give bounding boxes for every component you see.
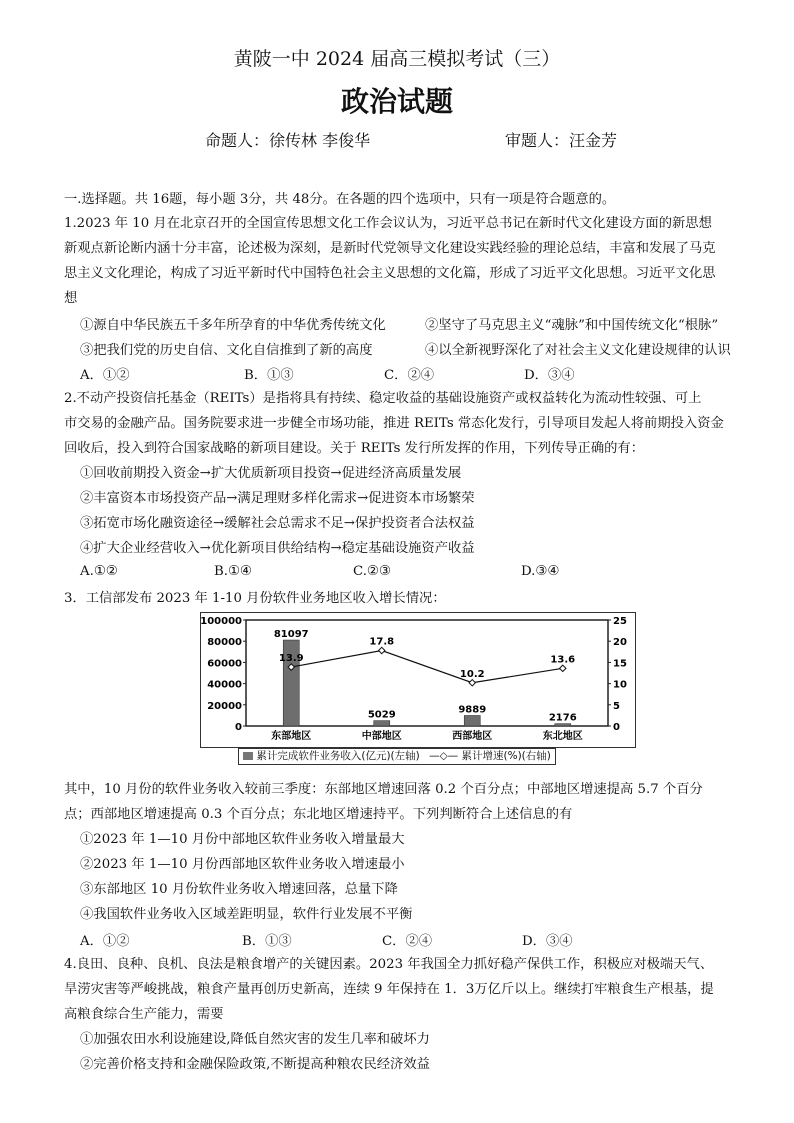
left-axis-tick-label: 60000 <box>207 658 242 670</box>
reviewer: 审题人：汪金芳 <box>505 131 618 150</box>
q1-statement-3: ③把我们党的历史自信、文化自信推到了新的高度 <box>80 343 373 358</box>
q1-line: 新观点新论断内涵十分丰富，论述极为深刻，是新时代党领导文化建设实践经验的理论总结，丰富和发展了马克 <box>64 241 716 256</box>
growth-rate-line <box>291 651 563 683</box>
growth-rate-point <box>379 647 385 653</box>
q1-statement-2: ②坚守了马克思主义“魂脉”和中国传统文化“根脉” <box>425 318 719 333</box>
growth-rate-label: 17.8 <box>369 636 395 648</box>
q2-statement-4: ④扩大企业经营收入→优化新项目供给结构→稳定基础设施资产收益 <box>80 541 475 556</box>
q2-option-a: A.①② <box>80 564 118 579</box>
left-axis-tick-label: 40000 <box>207 679 242 691</box>
bar <box>374 721 390 726</box>
q1-line: 思主义文化理论，构成了习近平新时代中国特色社会主义思想的文化篇，形成了习近平文化思想。习近平文化思 <box>64 266 716 281</box>
chart-legend <box>238 748 556 765</box>
q4-line: 4.良田、良种、良机、良法是粮食增产的关键因素。2023 年我国全力抓好稳产保供工作，积极应对极端天气、 <box>64 957 714 972</box>
exam-subject-title: 政治试题 <box>340 85 453 118</box>
right-axis-tick-label: 10 <box>613 679 627 691</box>
q1-line: 1.2023 年 10 月在北京召开的全国宣传思想文化工作会议认为，习近平总书记在新时代文化建设方面的新思想 <box>64 216 712 231</box>
bar <box>464 716 480 726</box>
q3-line: 其中，10 月份的软件业务收入较前三季度：东部地区增速回落 0.2 个百分点；中部地区增速提高 5.7 个百分 <box>64 782 703 797</box>
exam-school-title: 黄陂一中 2024 届高三模拟考试（三） <box>233 48 561 70</box>
growth-rate-label: 13.9 <box>278 653 304 665</box>
chart-outer-frame <box>201 613 636 748</box>
growth-rate-label: 10.2 <box>459 668 485 680</box>
bar-value-label: 5029 <box>367 709 396 721</box>
q4-statement-1: ①加强农田水利设施建设,降低自然灾害的发生几率和破坏力 <box>80 1032 430 1047</box>
category-label: 东部地区 <box>271 731 312 742</box>
q3-intro: 3．工信部发布 2023 年 1-10 月份软件业务地区收入增长情况： <box>64 591 446 606</box>
left-axis-tick-label: 0 <box>235 722 242 733</box>
q2-statement-2: ②丰富资本市场投资产品→满足理财多样化需求→促进资本市场繁荣 <box>80 491 475 506</box>
q3-line: 点；西部地区增速提高 0.3 个百分点；东北地区增速持平。下列判断符合上述信息的有 <box>64 807 573 822</box>
legend-line-swatch: —◇— <box>429 750 459 762</box>
legend-bar-swatch <box>243 752 253 760</box>
growth-rate-point <box>560 665 566 671</box>
q3-statement-2: ②2023 年 1—10 月份西部地区软件业务收入增速最小 <box>80 857 405 872</box>
right-axis-tick-label: 20 <box>613 637 627 649</box>
q3-option-d: D．③④ <box>522 934 573 949</box>
right-axis-tick-label: 5 <box>613 700 620 712</box>
left-axis-tick-label: 80000 <box>207 637 242 649</box>
q1-option-d: D．③④ <box>524 368 575 383</box>
category-label: 中部地区 <box>361 731 402 742</box>
right-axis-tick-label: 0 <box>613 722 620 733</box>
q3-option-a: A．①② <box>80 934 130 949</box>
q2-line: 市交易的金融产品。国务院要求进一步健全市场功能，推进 REITs 常态化发行，引导项目发起人将前期投入资金 <box>64 416 724 431</box>
q4-line: 高粮食综合生产能力，需要 <box>64 1007 224 1022</box>
growth-rate-point <box>469 680 475 686</box>
left-axis-tick-label: 100000 <box>200 616 242 627</box>
q1-line: 想 <box>64 291 78 306</box>
right-axis-tick-label: 25 <box>613 616 627 627</box>
category-label: 西部地区 <box>452 731 493 742</box>
q1-option-c: C．②④ <box>384 368 435 383</box>
q1-statement-1: ①源自中华民族五千多年所孕育的中华优秀传统文化 <box>80 318 386 333</box>
q2-line: 回收后，投入到符合国家战略的新项目建设。关于 REITs 发行所发挥的作用，下列传导正确的有： <box>64 441 645 456</box>
bar-value-label: 81097 <box>273 629 309 641</box>
legend-line-label: 累计增速(%)(右轴) <box>461 750 551 762</box>
q2-option-d: D.③④ <box>521 564 560 579</box>
category-label: 东北地区 <box>542 731 583 742</box>
q3-option-b: B．①③ <box>242 934 292 949</box>
right-axis-tick-label: 15 <box>613 658 627 670</box>
q1-option-a: A．①② <box>80 368 130 383</box>
q2-statement-3: ③拓宽市场化融资途径→缓解社会总需求不足→保护投资者合法权益 <box>80 516 475 531</box>
software-revenue-chart <box>200 612 636 764</box>
legend-bar-label: 累计完成软件业务收入(亿元)(左轴) <box>256 750 420 762</box>
setter: 命题人：徐传林 李俊华 <box>205 131 371 150</box>
bar-value-label: 9889 <box>458 704 487 716</box>
q2-statement-1: ①回收前期投入资金→扩大优质新项目投资→促进经济高质量发展 <box>80 466 462 481</box>
growth-rate-label: 13.6 <box>550 654 576 666</box>
q1-statement-4: ④以全新视野深化了对社会主义文化建设规律的认识 <box>425 343 731 358</box>
q3-option-c: C．②④ <box>382 934 433 949</box>
left-axis-tick-label: 20000 <box>207 700 242 712</box>
q2-option-c: C.②③ <box>353 564 391 579</box>
q4-line: 旱涝灾害等严峻挑战，粮食产量再创历史新高，连续 9 年保持在 1．3万亿斤以上。继续打牢粮食生产根基，提 <box>64 982 714 997</box>
q3-statement-1: ①2023 年 1—10 月份中部地区软件业务收入增量最大 <box>80 832 405 847</box>
bar-value-label: 2176 <box>548 712 577 724</box>
q1-option-b: B．①③ <box>244 368 294 383</box>
bar <box>555 724 571 726</box>
q3-statement-4: ④我国软件业务收入区域差距明显，软件行业发展不平衡 <box>80 907 413 922</box>
section-heading: 一.选择题。共 16题，每小题 3分，共 48分。在各题的四个选项中，只有一项是符合题意的。 <box>64 192 616 207</box>
q2-option-b: B.①④ <box>214 564 252 579</box>
q2-line: 2.不动产投资信托基金（REITs）是指将具有持续、稳定收益的基础设施资产或权益转化为流动性较强、可上 <box>64 391 702 406</box>
q3-statement-3: ③东部地区 10 月份软件业务收入增速回落，总量下降 <box>80 882 398 897</box>
q4-statement-2: ②完善价格支持和金融保险政策,不断提高种粮农民经济效益 <box>80 1057 430 1072</box>
